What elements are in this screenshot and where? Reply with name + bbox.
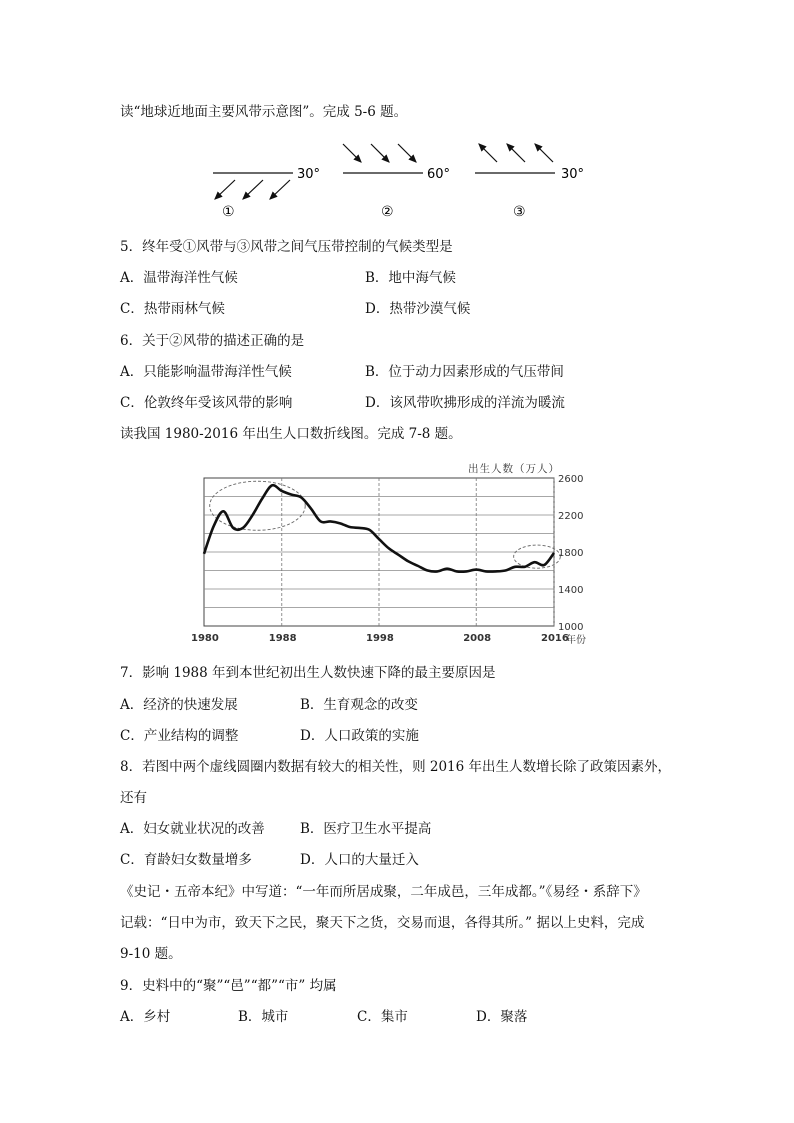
y-tick-label: 1800 [558, 548, 584, 559]
annotation-ellipse-2 [514, 545, 561, 568]
q9-option-a: A．乡村 [120, 1009, 171, 1025]
intro-birth-chart: 读我国 1980-2016 年出生人口数折线图。完成 7-8 题。 [120, 426, 462, 442]
q6-option-b: B．位于动力因素形成的气压带间 [365, 364, 564, 380]
q7-option-b: B．生育观念的改变 [300, 697, 418, 713]
x-axis-label: 年份 [566, 635, 586, 646]
lat-label-3: 30° [561, 167, 585, 182]
q6-option-c: C．伦敦终年受该风带的影响 [120, 395, 293, 411]
wind-arrow [398, 144, 416, 162]
wind-arrow [343, 144, 361, 162]
lat-label-2: 60° [427, 167, 451, 182]
wind-panel-2 [343, 144, 450, 220]
wind-arrow [270, 180, 290, 199]
q8-option-d: D．人口的大量迁入 [300, 852, 419, 868]
q9-stem: 9．史料中的“聚”“邑”“都”“市” 均属 [120, 978, 337, 994]
wind-arrow [479, 144, 497, 162]
q5-stem: 5．终年受①风带与③风带之间气压带控制的气候类型是 [120, 239, 453, 255]
x-tick-label: 1998 [366, 633, 394, 644]
birth-population-chart [180, 455, 600, 650]
panel-number-3: ③ [513, 204, 526, 220]
y-tick-label: 2600 [558, 474, 584, 485]
intro-history-line3: 9-10 题。 [120, 946, 182, 962]
q8-stem-line2: 还有 [120, 790, 147, 806]
q9-option-c: C．集市 [357, 1009, 408, 1025]
q6-option-a: A．只能影响温带海洋性气候 [120, 364, 292, 380]
wind-arrow [535, 144, 553, 162]
q5-option-d: D．热带沙漠气候 [365, 301, 471, 317]
wind-panel-3 [475, 144, 584, 220]
y-tick-label: 2200 [558, 511, 584, 522]
wind-belt-diagram [195, 132, 605, 224]
x-tick-label: 2008 [463, 633, 492, 644]
x-tick-label: 2016 [541, 633, 569, 644]
q7-option-d: D．人口政策的实施 [300, 728, 419, 744]
y-tick-label: 1400 [558, 585, 584, 596]
wind-arrow [507, 144, 525, 162]
q5-option-b: B．地中海气候 [365, 270, 456, 286]
q9-option-d: D．聚落 [476, 1009, 528, 1025]
q6-stem: 6．关于②风带的描述正确的是 [120, 333, 305, 349]
q5-option-c: C．热带雨林气候 [120, 301, 225, 317]
q7-stem: 7．影响 1988 年到本世纪初出生人数快速下降的最主要原因是 [120, 665, 496, 681]
y-tick-label: 1000 [558, 622, 584, 633]
x-tick-label: 1988 [268, 633, 297, 644]
wind-panel-1 [213, 167, 320, 220]
q7-option-a: A．经济的快速发展 [120, 697, 238, 713]
wind-arrow [215, 180, 235, 199]
q8-option-a: A．妇女就业状况的改善 [120, 821, 265, 837]
q5-option-a: A．温带海洋性气候 [120, 270, 238, 286]
q8-option-c: C．育龄妇女数量增多 [120, 852, 252, 868]
y-axis-label: 出生人数（万人） [468, 463, 560, 475]
q7-option-c: C．产业结构的调整 [120, 728, 239, 744]
x-tick-label: 1980 [191, 633, 219, 644]
q8-stem-line1: 8．若图中两个虚线圆圈内数据有较大的相关性，则 2016 年出生人数增长除了政策因素外， [120, 759, 672, 775]
panel-number-2: ② [381, 204, 394, 220]
lat-label-1: 30° [297, 167, 321, 182]
q9-option-b: B．城市 [238, 1009, 289, 1025]
intro-history-line1: 《史记・五帝本纪》中写道：“一年而所居成聚，二年成邑，三年成都。”《易经・系辞下》 [120, 884, 647, 900]
wind-arrow [371, 144, 389, 162]
q8-option-b: B．医疗卫生水平提高 [300, 821, 432, 837]
wind-arrow [243, 180, 263, 199]
intro-history-line2: 记载：“日中为市，致天下之民，聚天下之货，交易而退，各得其所。” 据以上史料，完成 [120, 915, 645, 931]
panel-number-1: ① [222, 204, 235, 220]
intro-wind-belts: 读“地球近地面主要风带示意图”。完成 5-6 题。 [120, 104, 408, 120]
q6-option-d: D．该风带吹拂形成的洋流为暖流 [365, 395, 565, 411]
